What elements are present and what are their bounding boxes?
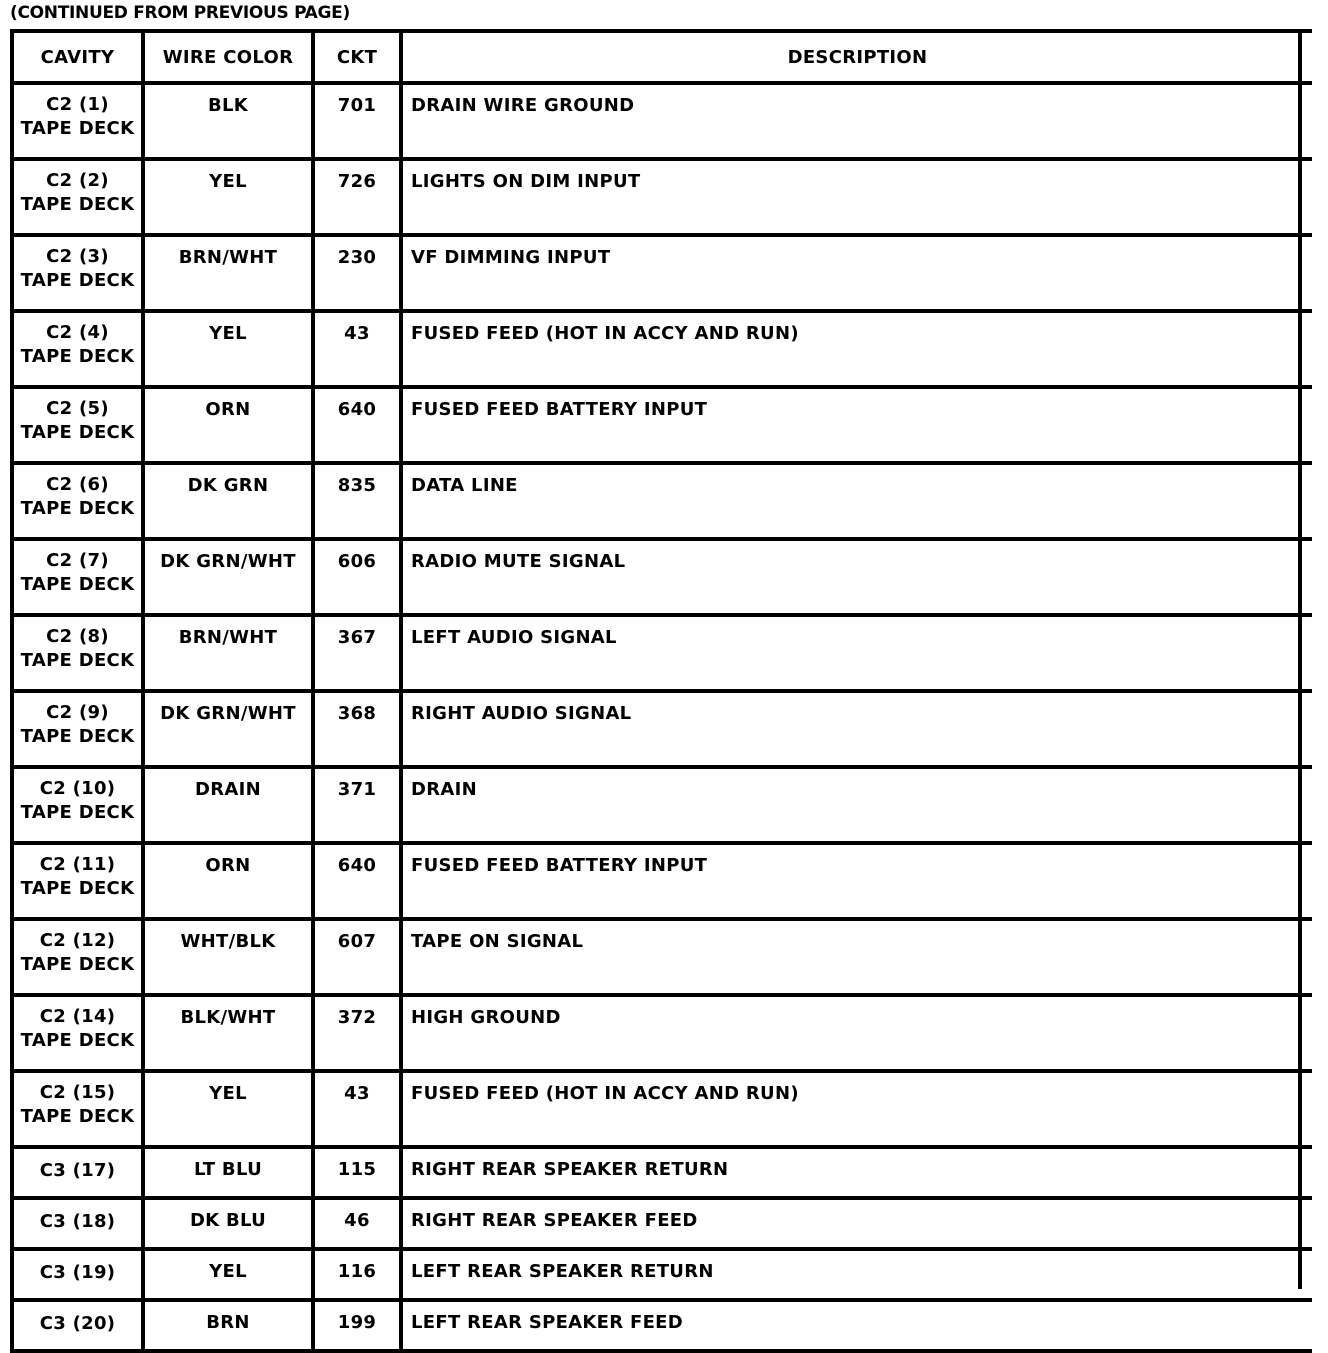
wire-color-cell: BLK/WHT (143, 995, 313, 1071)
cavity-cell (12, 235, 143, 311)
table-row (12, 919, 1312, 995)
table-row (12, 83, 1312, 159)
ckt-cell: 199 (313, 1300, 401, 1351)
ckt-cell: 607 (313, 919, 401, 995)
cavity-location: TAPE DECK (20, 270, 135, 291)
table-row (12, 767, 1312, 843)
ckt-cell: 640 (313, 843, 401, 919)
description-cell: HIGH GROUND (401, 995, 1312, 1071)
description-cell: LEFT AUDIO SIGNAL (401, 615, 1312, 691)
header-cavity: CAVITY (12, 31, 143, 83)
cavity-id: C3 (18) (39, 1211, 116, 1232)
table-row (12, 995, 1312, 1071)
cavity-cell (12, 539, 143, 615)
table-right-border (1298, 29, 1302, 1289)
cavity-id: C2 (15) (39, 1082, 116, 1103)
cavity-id: C3 (19) (39, 1262, 116, 1283)
description-cell: TAPE ON SIGNAL (401, 919, 1312, 995)
cavity-cell (12, 615, 143, 691)
ckt-cell: 606 (313, 539, 401, 615)
cavity-cell (12, 1147, 143, 1198)
ckt-cell: 372 (313, 995, 401, 1071)
cavity-location: TAPE DECK (20, 1030, 135, 1051)
description-cell: FUSED FEED BATTERY INPUT (401, 387, 1312, 463)
description-cell: DRAIN (401, 767, 1312, 843)
cavity-cell (12, 919, 143, 995)
cavity-cell (12, 691, 143, 767)
cavity-cell (12, 1198, 143, 1249)
cavity-cell (12, 387, 143, 463)
cavity-location: TAPE DECK (20, 118, 135, 139)
cavity-cell (12, 1071, 143, 1147)
continued-label: (CONTINUED FROM PREVIOUS PAGE) (10, 3, 350, 23)
cavity-id: C2 (8) (46, 626, 109, 647)
cavity-cell (12, 767, 143, 843)
cavity-location: TAPE DECK (20, 878, 135, 899)
cavity-id: C2 (4) (46, 322, 109, 343)
table-row (12, 1198, 1312, 1249)
connector-table (10, 29, 1312, 1353)
cavity-location: TAPE DECK (20, 346, 135, 367)
table-row (12, 615, 1312, 691)
description-cell: LIGHTS ON DIM INPUT (401, 159, 1312, 235)
ckt-cell: 43 (313, 311, 401, 387)
ckt-cell: 726 (313, 159, 401, 235)
description-cell: FUSED FEED BATTERY INPUT (401, 843, 1312, 919)
wire-color-cell: ORN (143, 843, 313, 919)
header-wire-color: WIRE COLOR (143, 31, 313, 83)
table-row (12, 159, 1312, 235)
cavity-location: TAPE DECK (20, 1106, 135, 1127)
wire-color-cell: YEL (143, 159, 313, 235)
description-cell: FUSED FEED (HOT IN ACCY AND RUN) (401, 1071, 1312, 1147)
table-row (12, 235, 1312, 311)
ckt-cell: 43 (313, 1071, 401, 1147)
ckt-cell: 371 (313, 767, 401, 843)
cavity-id: C3 (17) (39, 1160, 116, 1181)
description-cell: LEFT REAR SPEAKER RETURN (401, 1249, 1312, 1300)
description-cell: RIGHT REAR SPEAKER FEED (401, 1198, 1312, 1249)
cavity-cell (12, 463, 143, 539)
wire-color-cell: BRN (143, 1300, 313, 1351)
description-cell: DATA LINE (401, 463, 1312, 539)
ckt-cell: 46 (313, 1198, 401, 1249)
ckt-cell: 701 (313, 83, 401, 159)
cavity-id: C2 (1) (46, 94, 109, 115)
description-cell: DRAIN WIRE GROUND (401, 83, 1312, 159)
cavity-cell (12, 159, 143, 235)
cavity-id: C3 (20) (39, 1313, 116, 1334)
header-description: DESCRIPTION (401, 31, 1312, 83)
cavity-cell (12, 311, 143, 387)
cavity-id: C2 (10) (39, 778, 116, 799)
table-row (12, 387, 1312, 463)
cavity-location: TAPE DECK (20, 802, 135, 823)
cavity-id: C2 (2) (46, 170, 109, 191)
ckt-cell: 368 (313, 691, 401, 767)
table-row (12, 843, 1312, 919)
table-row (12, 691, 1312, 767)
cavity-id: C2 (5) (46, 398, 109, 419)
wire-color-cell: YEL (143, 311, 313, 387)
cavity-cell (12, 83, 143, 159)
ckt-cell: 835 (313, 463, 401, 539)
description-cell: LEFT REAR SPEAKER FEED (401, 1300, 1312, 1351)
ckt-cell: 640 (313, 387, 401, 463)
cavity-location: TAPE DECK (20, 650, 135, 671)
cavity-location: TAPE DECK (20, 954, 135, 975)
ckt-cell: 115 (313, 1147, 401, 1198)
table-row (12, 539, 1312, 615)
wire-color-cell: BLK (143, 83, 313, 159)
wire-color-cell: DK GRN (143, 463, 313, 539)
cavity-id: C2 (6) (46, 474, 109, 495)
wire-color-cell: YEL (143, 1071, 313, 1147)
table-row (12, 1147, 1312, 1198)
wire-color-cell: WHT/BLK (143, 919, 313, 995)
description-cell: VF DIMMING INPUT (401, 235, 1312, 311)
cavity-cell (12, 843, 143, 919)
wire-color-cell: DK BLU (143, 1198, 313, 1249)
cavity-id: C2 (3) (46, 246, 109, 267)
description-cell: RIGHT REAR SPEAKER RETURN (401, 1147, 1312, 1198)
wire-color-cell: DRAIN (143, 767, 313, 843)
description-cell: RADIO MUTE SIGNAL (401, 539, 1312, 615)
header-ckt: CKT (313, 31, 401, 83)
cavity-location: TAPE DECK (20, 498, 135, 519)
cavity-id: C2 (14) (39, 1006, 116, 1027)
cavity-id: C2 (7) (46, 550, 109, 571)
wire-color-cell: DK GRN/WHT (143, 691, 313, 767)
cavity-cell (12, 995, 143, 1071)
cavity-location: TAPE DECK (20, 194, 135, 215)
cavity-location: TAPE DECK (20, 422, 135, 443)
wire-color-cell: BRN/WHT (143, 235, 313, 311)
ckt-cell: 230 (313, 235, 401, 311)
table-row (12, 463, 1312, 539)
header-row (12, 31, 1312, 83)
cavity-id: C2 (11) (39, 854, 116, 875)
table-row (12, 1249, 1312, 1300)
cavity-location: TAPE DECK (20, 726, 135, 747)
cavity-id: C2 (12) (39, 930, 116, 951)
wire-color-cell: ORN (143, 387, 313, 463)
ckt-cell: 116 (313, 1249, 401, 1300)
description-cell: RIGHT AUDIO SIGNAL (401, 691, 1312, 767)
table-row (12, 311, 1312, 387)
cavity-cell (12, 1249, 143, 1300)
table-row (12, 1071, 1312, 1147)
cavity-id: C2 (9) (46, 702, 109, 723)
ckt-cell: 367 (313, 615, 401, 691)
description-cell: FUSED FEED (HOT IN ACCY AND RUN) (401, 311, 1312, 387)
cavity-location: TAPE DECK (20, 574, 135, 595)
wire-color-cell: DK GRN/WHT (143, 539, 313, 615)
wire-color-cell: LT BLU (143, 1147, 313, 1198)
wire-color-cell: YEL (143, 1249, 313, 1300)
wire-color-cell: BRN/WHT (143, 615, 313, 691)
